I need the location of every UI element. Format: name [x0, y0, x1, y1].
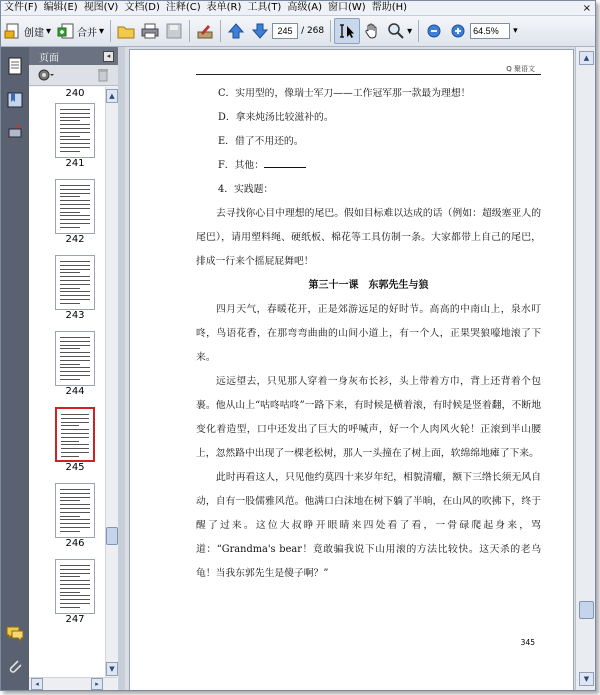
thumbnail-text-line — [61, 448, 89, 449]
thumbnail-text-line — [60, 272, 80, 273]
menu-document[interactable]: 文档(D) — [124, 2, 160, 13]
scroll-down-arrow-icon[interactable]: ▼ — [106, 662, 118, 676]
comments-panel-icon[interactable] — [6, 625, 24, 643]
chevron-down-icon: ▾ — [46, 25, 52, 37]
thumbnail-text-line — [60, 580, 90, 581]
thumbnail-text-line — [60, 341, 90, 342]
navigation-rail — [1, 47, 29, 690]
thumbnail-label: 244 — [65, 386, 85, 397]
menu-help[interactable]: 帮助(H) — [371, 2, 408, 13]
thumbnail-text-line — [60, 185, 90, 186]
save-button[interactable] — [162, 19, 186, 43]
toolbar-divider — [220, 20, 221, 42]
document-page — [129, 49, 574, 691]
thumbnail-text-line — [60, 295, 90, 296]
thumbnail-text-line — [60, 523, 90, 524]
story-paragraph: 远远望去，只见那人穿着一身灰布长衫，头上带着方巾，背上还背着个包裹。他从山上“咕咚咕咚”一路下来，有时候是横着滚，有时候是竖着翻，不断地变化着造型，口中还发出了巨大的呼喊声，好一个人肉风火轮！正滚到半山腰上，忽然路中出现了一棵老松树，那人一头撞在了树上面，软绵绵地瘫了下来。 — [196, 376, 541, 459]
thumbnail-text-line — [60, 261, 90, 262]
thumbnail-text-line — [60, 303, 80, 304]
toolbar — [1, 16, 595, 47]
thumbnail-text-line — [61, 418, 89, 419]
fill-in-blank — [264, 158, 306, 168]
thumbnails-scroll-thumb[interactable] — [106, 527, 118, 545]
thumbnail-text-line — [61, 425, 79, 426]
thumbnail-text-line — [60, 227, 80, 228]
zoom-level-input[interactable] — [470, 23, 510, 39]
menu-view[interactable]: 视图(V) — [83, 2, 119, 13]
scroll-right-arrow-icon[interactable]: ▸ — [91, 678, 103, 690]
thumbnails-scrollbar[interactable] — [105, 87, 118, 677]
thumbnail-text-line — [60, 356, 90, 357]
thumbnail-text-line — [60, 348, 80, 349]
option-e: E．借了不用还的。 — [218, 136, 304, 147]
thumbnail-text-line — [60, 497, 90, 498]
menu-forms[interactable]: 表单(R) — [206, 2, 242, 13]
pages-panel — [29, 47, 119, 690]
thumbnail-text-line — [60, 223, 90, 224]
page-number-input[interactable] — [272, 23, 298, 39]
save-disk-icon — [165, 22, 183, 40]
thumbnail-text-line — [60, 345, 90, 346]
thumbnail-text-line — [60, 595, 90, 596]
sign-button[interactable] — [193, 19, 217, 43]
thumbnail-text-line — [61, 441, 79, 442]
thumbnail-text-line — [60, 200, 90, 201]
thumbnail-text-line — [60, 109, 90, 110]
thumbnail-text-line — [60, 489, 90, 490]
create-label: 创建 — [24, 27, 44, 39]
menu-window[interactable]: 窗口(W) — [328, 2, 366, 13]
page-body — [196, 82, 541, 586]
thumbnail-label: 242 — [65, 234, 85, 245]
thumbnail-text-line — [60, 584, 90, 585]
thumbnail-text-line — [60, 516, 80, 517]
story-paragraph: 此时再看这人，只见他约莫四十来岁年纪，相貌清癯，额下三绺长须无风自动，自有一股儒雅风范。他满口白沫地在树下躺了半晌，在山风的吹拂下，终于醒了过来。这位大叔睁开眼睛来四处看了看，一骨碌爬起身来，骂道：“Grandma's bear！竟敢骗我说下山用滚的方法比较快。这天杀的老乌龟！当我东郭先生是傻子啊？” — [196, 472, 541, 579]
merge-label: 合并 — [77, 27, 98, 39]
text-select-cursor-icon — [338, 22, 356, 40]
zoom-tool-button[interactable] — [384, 19, 415, 43]
merge-files-icon — [57, 22, 75, 40]
chevron-down-icon: ▾ — [99, 25, 105, 37]
scroll-left-arrow-icon[interactable]: ◂ — [31, 678, 43, 690]
thumbnail-text-line — [60, 599, 90, 600]
thumbnail-text-line — [61, 437, 89, 438]
story-paragraph: 四月天气，春暖花开，正是郊游远足的好时节。高高的中南山上，泉水叮咚，鸟语花香，在那弯弯曲曲的山间小道上，有一个人，正果哭狼嚎地滚了下来。 — [196, 304, 541, 363]
thumbnail-text-line — [60, 607, 80, 608]
panel-splitter[interactable] — [118, 47, 125, 690]
thumbnail-label: 243 — [65, 310, 85, 321]
thumbnail-text-line — [60, 284, 90, 285]
thumbnail-text-line — [61, 444, 89, 445]
thumbnail-label: 246 — [65, 538, 85, 549]
lesson-title: 第三十一课 东郭先生与狼 — [308, 280, 429, 291]
practice-paragraph: 去寻找你心目中理想的尾巴。假如目标难以达成的话（例如：超级塞亚人的尾巴），请用塑料绳、硬纸板、棉花等工具仿制一条。大家都带上自己的尾巴，排成一行来个摇屁屁舞吧！ — [196, 208, 541, 267]
thumbnail-text-line — [60, 143, 90, 144]
thumbnail-text-line — [60, 128, 90, 129]
pages-panel-toolbar — [29, 65, 118, 86]
bookmarks-panel-icon[interactable] — [6, 91, 24, 109]
thumbnail-text-line — [60, 147, 90, 148]
option-d: D．拿来炖汤比较滋补的。 — [218, 112, 334, 123]
thumbnail-label: 247 — [65, 614, 85, 625]
thumbnail-text-line — [60, 371, 90, 372]
thumbnail-text-line — [60, 136, 80, 137]
thumbnail-text-line — [60, 592, 80, 593]
thumbnail-text-line — [61, 414, 89, 415]
menu-advanced[interactable]: 高级(A) — [287, 2, 322, 13]
thumbnail-text-line — [60, 573, 90, 574]
thumbnail-text-line — [60, 132, 90, 133]
thumbnail-text-line — [60, 120, 80, 121]
close-document-button[interactable]: × — [582, 2, 591, 14]
zoom-dropdown-chevron-icon[interactable]: ▾ — [513, 26, 518, 36]
page-number: 345 — [520, 638, 535, 647]
thumbnail-text-line — [61, 429, 89, 430]
attachments-paperclip-icon[interactable] — [6, 657, 24, 675]
hand-tool-button[interactable] — [360, 19, 384, 43]
options-gear-icon[interactable] — [37, 67, 55, 86]
print-button[interactable] — [138, 19, 162, 43]
thumbnail-text-line — [60, 139, 90, 140]
merge-button[interactable] — [54, 19, 107, 43]
header-rule — [196, 74, 541, 75]
collapse-panel-button[interactable]: ◂ — [103, 51, 114, 62]
thumbnail-text-line — [60, 113, 90, 114]
document-scrollbar[interactable] — [575, 47, 596, 690]
thumbnail-text-line — [60, 500, 80, 501]
thumbnail-text-line — [60, 124, 90, 125]
thumbnail-text-line — [60, 364, 80, 365]
thumbnail-label: 245 — [65, 462, 85, 473]
document-view — [125, 47, 575, 690]
thumbnail-text-line — [60, 117, 90, 118]
thumbnail-text-line — [60, 531, 80, 532]
running-head: Q 聚语文 — [506, 65, 535, 73]
page-total-label: / 268 — [301, 26, 325, 36]
thumbnail-text-line — [61, 456, 79, 457]
page-thumbnail[interactable] — [55, 483, 95, 538]
sign-pen-icon — [196, 22, 214, 40]
menu-tools[interactable]: 工具(T) — [247, 2, 282, 13]
thumbnail-text-line — [60, 352, 90, 353]
thumbnail-text-line — [60, 212, 80, 213]
practice-item: 4．实践题： — [218, 184, 274, 195]
chevron-down-icon: ▾ — [407, 25, 413, 37]
thumbnail-text-line — [60, 208, 90, 209]
thumbnail-text-line — [60, 527, 90, 528]
thumbnail-text-line — [60, 337, 90, 338]
toolbar-divider — [189, 20, 190, 42]
toolbar-divider — [110, 20, 111, 42]
pages-panel-icon[interactable] — [6, 57, 24, 75]
page-thumbnail[interactable] — [55, 255, 95, 310]
thumbnail-text-line — [60, 375, 90, 376]
thumbnail-text-line — [60, 280, 90, 281]
thumbnail-text-line — [61, 422, 89, 423]
thumbnail-text-line — [60, 193, 90, 194]
pages-panel-title: 页面 — [39, 52, 59, 64]
thumbnail-text-line — [60, 576, 80, 577]
thumbnail-text-line — [60, 215, 90, 216]
thumbnail-text-line — [60, 367, 90, 368]
page-thumbnails-list — [29, 87, 105, 677]
arrow-up-icon — [227, 22, 245, 40]
page-thumbnail-selected[interactable] — [55, 407, 95, 462]
thumbnail-text-line — [60, 519, 90, 520]
trash-icon[interactable] — [97, 67, 109, 86]
thumbnail-text-line — [60, 493, 90, 494]
thumbnail-text-line — [60, 219, 90, 220]
toolbar-divider — [418, 20, 419, 42]
thumbnail-text-line — [61, 452, 89, 453]
document-scroll-thumb[interactable] — [579, 601, 594, 619]
thumbnail-text-line — [60, 151, 80, 152]
zoom-out-button[interactable] — [422, 19, 446, 43]
page-thumbnail[interactable] — [55, 559, 95, 614]
thumbnail-text-line — [60, 291, 90, 292]
select-tool-button[interactable] — [334, 18, 360, 44]
zoom-in-button[interactable] — [446, 19, 470, 43]
arrow-down-icon — [251, 22, 269, 40]
page-thumbnail[interactable] — [55, 103, 95, 158]
thumbnail-text-line — [60, 288, 80, 289]
create-pdf-icon — [4, 22, 22, 40]
option-f — [196, 154, 541, 178]
thumbnails-horizontal-scrollbar[interactable] — [29, 677, 117, 690]
thumbnail-text-line — [60, 204, 90, 205]
menu-file[interactable]: 文件(F) — [4, 2, 38, 13]
open-button[interactable] — [114, 19, 138, 43]
create-button[interactable] — [1, 19, 54, 43]
option-f-text: F．其他： — [218, 160, 264, 171]
thumbnail-text-line — [60, 603, 90, 604]
thumbnail-text-line — [60, 299, 90, 300]
thumbnail-text-line — [60, 569, 90, 570]
menu-bar — [1, 1, 595, 16]
signatures-panel-icon[interactable] — [6, 123, 24, 141]
zoom-in-icon — [449, 22, 467, 40]
menu-edit[interactable]: 编辑(E) — [43, 2, 78, 13]
thumbnail-text-line — [60, 565, 90, 566]
zoom-out-icon — [425, 22, 443, 40]
thumbnail-text-line — [61, 433, 89, 434]
hand-icon — [363, 22, 381, 40]
thumbnail-text-line — [60, 196, 80, 197]
thumbnail-text-line — [60, 588, 90, 589]
page-thumbnail[interactable] — [55, 179, 95, 234]
scroll-up-arrow-icon[interactable]: ▲ — [106, 89, 118, 103]
thumbnail-text-line — [60, 189, 90, 190]
thumbnail-text-line — [60, 276, 90, 277]
scroll-up-arrow-icon[interactable]: ▲ — [579, 51, 594, 65]
thumbnail-text-line — [60, 269, 90, 270]
pages-panel-header — [29, 47, 118, 65]
toolbar-divider — [330, 20, 331, 42]
thumbnail-text-line — [60, 379, 80, 380]
folder-open-icon — [117, 22, 135, 40]
menu-comments[interactable]: 注释(C) — [165, 2, 201, 13]
option-c: C．实用型的，像瑞士军刀——工作冠军那一款最为理想！ — [218, 88, 471, 99]
scroll-down-arrow-icon[interactable]: ▼ — [579, 672, 594, 686]
previous-page-button[interactable] — [224, 19, 248, 43]
thumbnail-text-line — [60, 508, 90, 509]
thumbnail-text-line — [60, 504, 90, 505]
printer-icon — [141, 22, 159, 40]
thumbnail-text-line — [60, 360, 90, 361]
thumbnail-text-line — [60, 265, 90, 266]
magnifier-icon — [387, 22, 405, 40]
next-page-button[interactable] — [248, 19, 272, 43]
page-thumbnail[interactable] — [55, 331, 95, 386]
thumbnail-label: 240 — [65, 88, 85, 99]
thumbnail-text-line — [60, 512, 90, 513]
thumbnail-label: 241 — [65, 158, 85, 169]
